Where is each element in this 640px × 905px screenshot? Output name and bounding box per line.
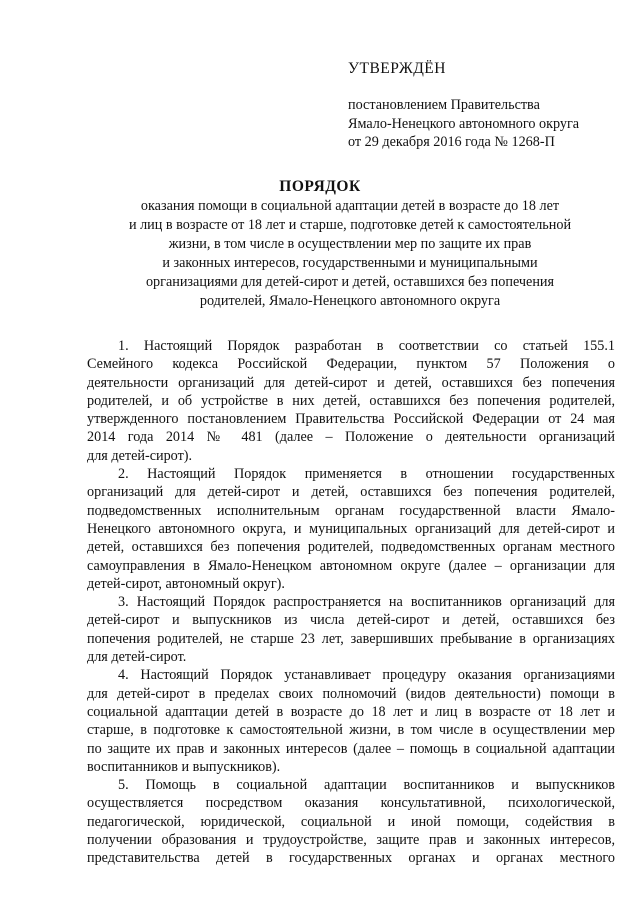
text-line: организаций для детей-сирот и детей, оставшихся без попечения родителей, (87, 484, 615, 501)
text-line: для детей-сирот). (87, 447, 193, 464)
text-line: деятельности организаций для детей-сирот и детей, оставшихся без попечения (87, 374, 615, 391)
paragraph-2 (87, 465, 615, 593)
approval-line: от 29 декабря 2016 года № 1268-П (348, 134, 555, 150)
paragraph-5 (87, 776, 615, 867)
text-line: Ненецкого автономного округа, и муниципальных организаций для детей-сирот и (87, 520, 615, 537)
text-line: 2014 года 2014 № 481 (далее – Положение о деятельности организаций (87, 429, 615, 446)
subtitle-line: и лиц в возрасте от 18 лет и старше, подготовке детей к самостоятельной (128, 216, 572, 233)
subtitle-line: и законных интересов, государственными и муниципальными (162, 254, 538, 271)
text-line: Семейного кодекса Российской Федерации, пунктом 57 Положения о (87, 356, 615, 373)
text-line: детей-сирот и выпускников из числа детей-сирот и детей, оставшихся без (87, 612, 615, 629)
text-line: утвержденного постановлением Правительства Российской Федерации от 24 мая (87, 411, 615, 428)
text-line: социальной адаптации детей в возрасте до 18 лет и лиц в возрасте от 18 лет и (87, 703, 615, 720)
subtitle-line: родителей, Ямало-Ненецкого автономного округа (199, 292, 501, 309)
text-line: детей, оставшихся без попечения родителей, подведомственных органам местного (87, 539, 615, 556)
text-line: 2. Настоящий Порядок применяется в отношении государственных (118, 466, 615, 483)
text-line: родителей, и об устройстве в них детей, оставшихся без попечения родителей, (87, 392, 615, 409)
approval-line: Ямало-Ненецкого автономного округа (348, 115, 580, 132)
approval-block (348, 60, 618, 152)
paragraph-3 (87, 593, 615, 666)
paragraph-4 (87, 666, 615, 776)
text-line: 4. Настоящий Порядок устанавливает процедуру оказания организациями (118, 667, 615, 684)
text-line: 3. Настоящий Порядок распространяется на воспитанников организаций для (118, 594, 615, 611)
document-body (87, 337, 615, 868)
text-line: представительства детей в государственных органах и органах местного (87, 850, 615, 867)
text-line: детей-сирот, автономный округ). (87, 575, 285, 592)
paragraph-1 (87, 337, 615, 465)
text-line: для детей-сирот в пределах своих полномочий (видов деятельности) помощи в (87, 685, 615, 702)
subtitle-line: жизни, в том числе в осуществлении мер по защите их прав (168, 235, 532, 252)
approval-line: постановлением Правительства (348, 97, 540, 113)
text-line: воспитанников и выпускников). (87, 758, 281, 775)
text-line: получении образования и трудоустройстве, защите прав и законных интересов, (87, 832, 615, 849)
subtitle-line: организациями для детей-сирот и детей, оставшихся без попечения (145, 273, 555, 290)
text-line: для детей-сирот. (87, 649, 187, 666)
text-line: педагогической, юридической, социальной и иной помощи, содействия в (87, 813, 615, 830)
text-line: осуществляется посредством оказания консультативной, психологической, (87, 795, 615, 812)
approval-title: УТВЕРЖДЁН (348, 60, 446, 77)
text-line: 1. Настоящий Порядок разработан в соответствии со статьей 155.1 (118, 338, 615, 354)
text-line: по защите их прав и законных интересов (далее – помощь в социальной адаптации (87, 740, 615, 757)
subtitle-line: оказания помощи в социальной адаптации детей в возрасте до 18 лет (140, 198, 560, 214)
text-line: попечения родителей, не старше 23 лет, завершивших пребывание в организациях (87, 630, 615, 647)
text-line: старше, в подготовке к самостоятельной жизни, в том числе в осуществлении мер (87, 722, 615, 739)
document-title: ПОРЯДОК (279, 178, 361, 195)
document-subtitle (90, 197, 610, 310)
text-line: самоуправления в Ямало-Ненецком автономном округе (далее – организации для (87, 557, 615, 574)
text-line: подведомственных исполнительным органам государственной власти Ямало- (87, 502, 615, 519)
text-line: 5. Помощь в социальной адаптации воспитанников и выпускников (118, 777, 615, 794)
